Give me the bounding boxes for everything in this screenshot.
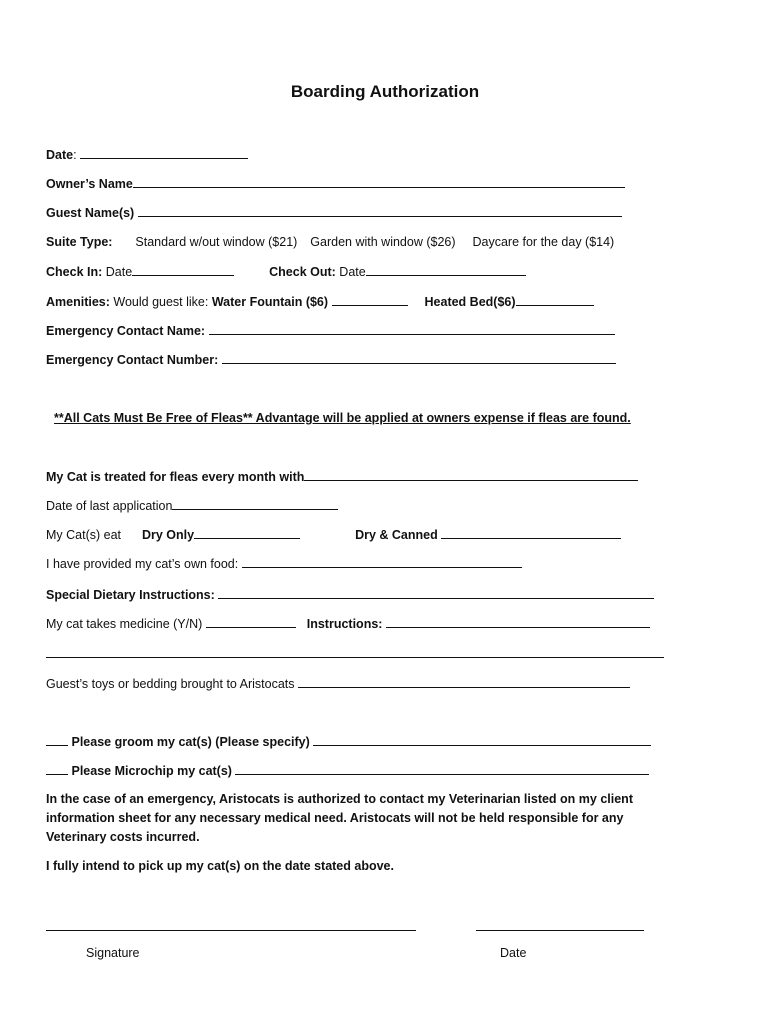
instructions-continuation-field[interactable] — [46, 645, 664, 658]
checkout-date-label: Date — [339, 265, 366, 279]
dry-only-label: Dry Only — [141, 528, 195, 542]
own-food-row — [46, 555, 522, 572]
suite-option-standard[interactable]: Standard w/out window ($21) — [135, 235, 298, 249]
water-fountain-label: Water Fountain ($6) — [211, 295, 329, 309]
date-field[interactable] — [80, 146, 248, 159]
dietary-field[interactable] — [218, 586, 654, 599]
toys-row — [46, 675, 630, 692]
flea-treatment-field[interactable] — [304, 468, 638, 481]
owner-label: Owner’s Name — [46, 177, 133, 191]
emergency-name-row — [46, 322, 615, 339]
date-colon: : — [73, 148, 77, 162]
emergency-number-label: Emergency Contact Number: — [46, 353, 219, 367]
emergency-number-field[interactable] — [222, 351, 616, 364]
instructions-label: Instructions: — [306, 617, 383, 631]
checkin-label: Check In: — [46, 265, 103, 279]
amenities-label: Amenities: — [46, 295, 110, 309]
checkout-date-field[interactable] — [366, 263, 526, 276]
dietary-row — [46, 586, 654, 603]
last-application-field[interactable] — [172, 497, 338, 510]
dry-only-field[interactable] — [194, 526, 300, 539]
date-label: Date — [46, 148, 74, 162]
suite-label: Suite Type: — [46, 235, 113, 249]
emergency-name-label: Emergency Contact Name: — [46, 324, 206, 338]
heated-bed-label: Heated Bed($6) — [424, 295, 516, 309]
sign-date-label: Date — [500, 946, 527, 960]
suite-row — [46, 234, 614, 250]
emergency-paragraph: In the case of an emergency, Aristocats is authorized to contact my Veterinarian listed on my client information sheet for any necessary medical need. Aristocats will not be held responsible for any Veterinary costs incurred. — [46, 792, 633, 844]
flea-treatment-label: My Cat is treated for fleas every month with — [46, 470, 305, 484]
microchip-checkbox[interactable] — [46, 762, 68, 775]
last-application-label: Date of last application — [46, 499, 173, 513]
pickup-statement: I fully intend to pick up my cat(s) on the date stated above. — [46, 859, 394, 873]
instructions-continuation-row — [46, 645, 664, 662]
checkout-label: Check Out: — [269, 265, 336, 279]
signature-label: Signature — [86, 946, 140, 960]
emergency-number-row — [46, 351, 616, 368]
guest-label: Guest Name(s) — [46, 206, 135, 220]
signature-line[interactable] — [46, 930, 416, 931]
last-application-row — [46, 497, 338, 514]
suite-option-garden[interactable]: Garden with window ($26) — [310, 235, 456, 249]
microchip-label: Please Microchip my cat(s) — [71, 764, 232, 778]
checkin-date-label: Date — [105, 265, 133, 279]
check-row — [46, 263, 526, 280]
guest-name-field[interactable] — [138, 204, 622, 217]
toys-field[interactable] — [298, 675, 630, 688]
groom-label: Please groom my cat(s) (Please specify) — [71, 735, 310, 749]
own-food-label: I have provided my cat’s own food: — [46, 557, 239, 571]
sign-date-line[interactable] — [476, 930, 644, 931]
flea-treatment-row — [46, 468, 638, 485]
dry-canned-label: Dry & Canned — [355, 528, 438, 542]
amenities-prompt: Would guest like: — [113, 295, 209, 309]
cat-eats-label: My Cat(s) eat — [46, 528, 122, 542]
instructions-field[interactable] — [386, 615, 650, 628]
medicine-row — [46, 615, 650, 632]
dietary-label: Special Dietary Instructions: — [46, 588, 215, 602]
groom-field[interactable] — [313, 733, 651, 746]
dry-canned-field[interactable] — [441, 526, 621, 539]
amenities-row — [46, 293, 594, 310]
own-food-field[interactable] — [242, 555, 522, 568]
owner-name-field[interactable] — [133, 175, 625, 188]
owner-row — [46, 175, 625, 192]
emergency-name-field[interactable] — [209, 322, 615, 335]
medicine-label: My cat takes medicine (Y/N) — [46, 617, 203, 631]
guest-row — [46, 204, 622, 221]
groom-row — [46, 733, 651, 750]
checkin-date-field[interactable] — [132, 263, 234, 276]
water-fountain-field[interactable] — [332, 293, 408, 306]
microchip-field[interactable] — [235, 762, 649, 775]
fleas-notice: **All Cats Must Be Free of Fleas** Advantage will be applied at owners expense if fleas are found. — [54, 411, 631, 425]
heated-bed-field[interactable] — [516, 293, 594, 306]
cat-eats-row — [46, 526, 621, 543]
toys-label: Guest’s toys or bedding brought to Aristocats — [46, 677, 295, 691]
page-title: Boarding Authorization — [290, 82, 480, 101]
date-row — [46, 146, 248, 163]
groom-checkbox[interactable] — [46, 733, 68, 746]
medicine-field[interactable] — [206, 615, 296, 628]
suite-option-daycare[interactable]: Daycare for the day ($14) — [472, 235, 615, 249]
microchip-row — [46, 762, 649, 779]
